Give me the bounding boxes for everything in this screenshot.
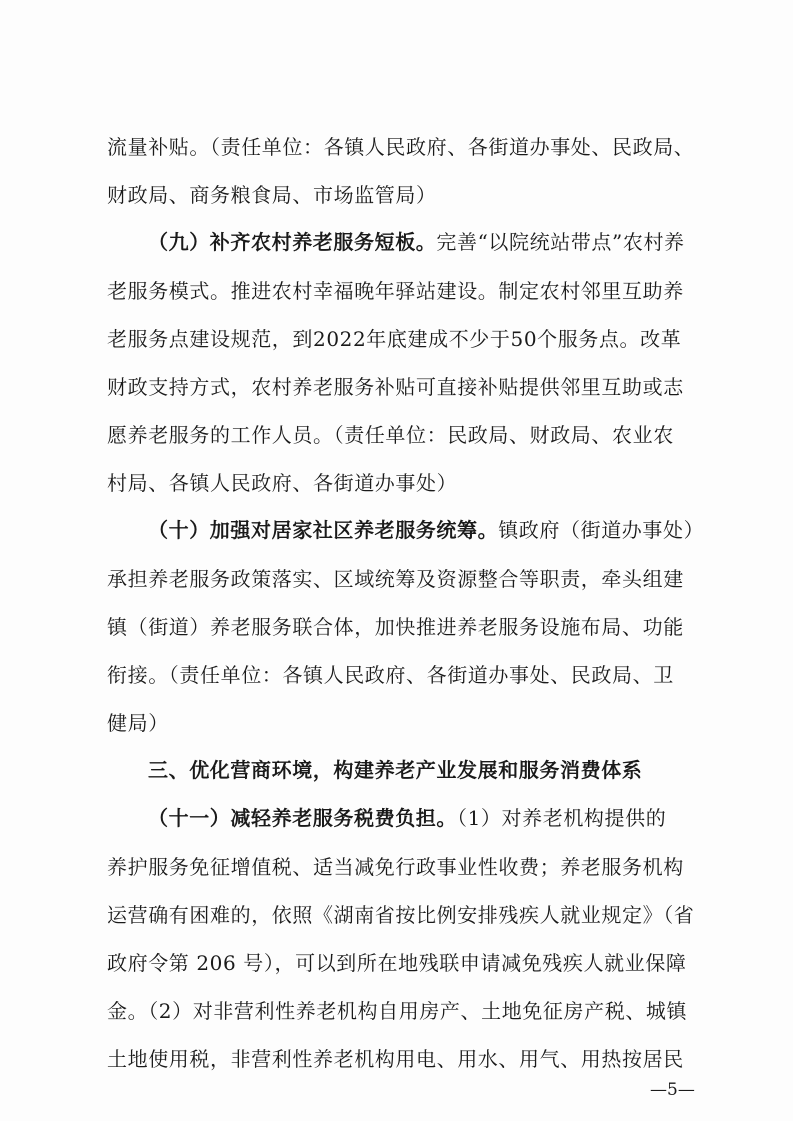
section-11-paragraph <box>148 804 666 832</box>
text-line: 老服务点建设规范，到2022年底建成不少于50个服务点。改革 <box>107 327 682 351</box>
text-line: 金。（2）对非营利性养老机构自用房产、土地免征房产税、城镇 <box>107 999 688 1023</box>
text-line: 老服务模式。推进农村幸福晚年驿站建设。制定农村邻里互助养 <box>107 279 684 303</box>
section-11-title: （十一）减轻养老服务税费负担。 <box>148 806 457 830</box>
text-line: 镇（街道）养老服务联合体，加快推进养老服务设施布局、功能 <box>107 615 684 639</box>
text-line: 运营确有困难的，依照《湖南省按比例安排残疾人就业规定》（省 <box>107 903 695 927</box>
text-line: 政府令第 206 号），可以到所在地残联申请减免残疾人就业保障 <box>107 951 687 975</box>
text-line: 财政局、商务粮食局、市场监管局） <box>107 183 437 207</box>
text-line: 村局、各镇人民政府、各街道办事处） <box>107 471 458 495</box>
text-line: 愿养老服务的工作人员。（责任单位：民政局、财政局、农业农 <box>107 423 674 447</box>
text-line: 财政支持方式，农村养老服务补贴可直接补贴提供邻里互助或志 <box>107 375 684 399</box>
text-line: 土地使用税，非营利性养老机构用电、用水、用气、用热按居民 <box>107 1047 684 1071</box>
text-line: 流量补贴。（责任单位：各镇人民政府、各街道办事处、民政局、 <box>107 135 695 159</box>
section-9-paragraph <box>148 228 685 256</box>
section-10-paragraph <box>148 516 704 544</box>
text-span: 镇政府（街道办事处） <box>498 518 705 542</box>
chapter-3-heading: 三、优化营商环境，构建养老产业发展和服务消费体系 <box>148 758 643 782</box>
text-span: 完善“以院统站带点”农村养 <box>436 230 685 254</box>
section-9-title: （九）补齐农村养老服务短板。 <box>148 230 437 254</box>
text-line: 养护服务免征增值税、适当减免行政事业性收费；养老服务机构 <box>107 855 684 879</box>
text-span: （1）对养老机构提供的 <box>457 806 667 830</box>
page-number: —5— <box>650 1080 695 1100</box>
text-line: 健局） <box>107 711 169 735</box>
text-line: 衔接。（责任单位：各镇人民政府、各街道办事处、民政局、卫 <box>107 663 674 687</box>
section-10-title: （十）加强对居家社区养老服务统筹。 <box>148 518 499 542</box>
text-line: 承担养老服务政策落实、区域统筹及资源整合等职责，牵头组建 <box>107 567 684 591</box>
